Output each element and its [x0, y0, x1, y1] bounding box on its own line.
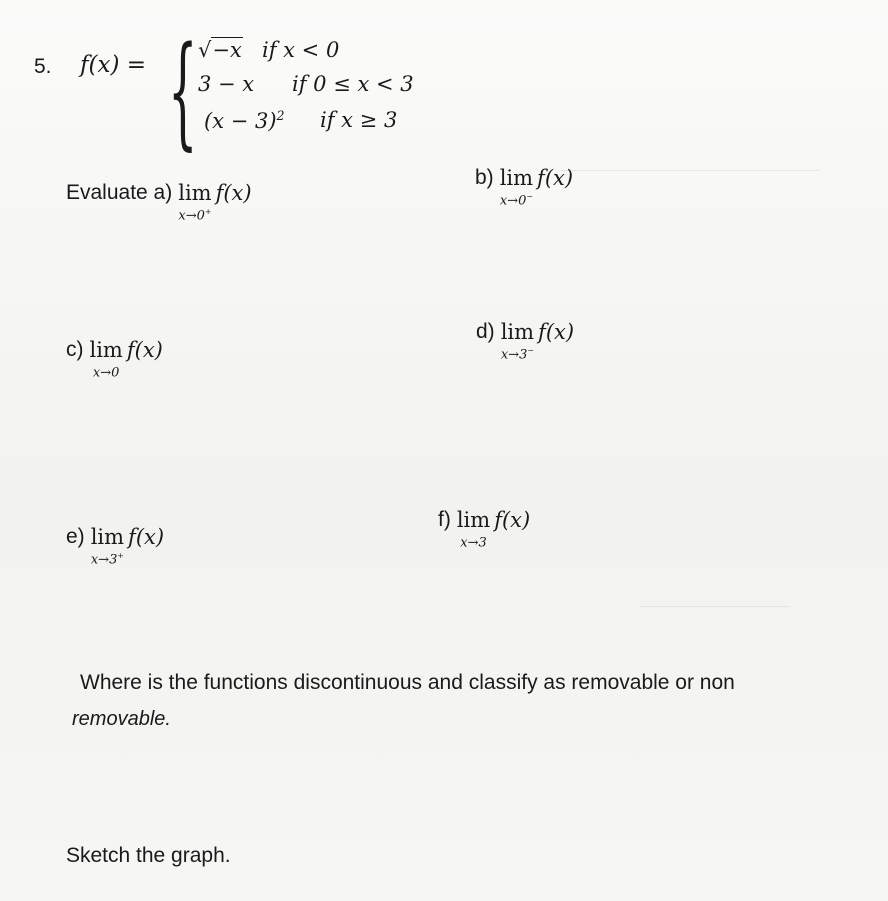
limit-function: f(x)	[215, 181, 252, 205]
lim-subscript: x→0	[92, 365, 120, 381]
discontinuity-question-continued: removable.	[72, 708, 171, 730]
limit-tag: b)	[475, 166, 494, 189]
limit-item-e	[66, 525, 164, 567]
lim-subscript: x→0−	[499, 192, 533, 209]
limit-item-d	[476, 320, 574, 362]
lim-subscript: x→3−	[500, 346, 534, 363]
limit-function: f(x)	[494, 508, 531, 532]
function-lhs: f(x) =	[80, 52, 147, 78]
limit-tag: c)	[66, 338, 84, 361]
limit-item-c	[66, 338, 163, 380]
bleed-through-marks	[560, 150, 820, 171]
lim-word: lim	[500, 320, 535, 344]
limit-item-a	[66, 181, 252, 223]
case-1-radicand: −x	[212, 38, 242, 62]
case-2-expression: 3 − x	[198, 72, 255, 96]
case-1-expression: √−x	[198, 38, 242, 62]
limit-tag: e)	[66, 525, 85, 548]
limit-operator	[500, 166, 533, 208]
limit-tag: d)	[476, 320, 495, 343]
case-2-condition: if 0 ≤ x < 3	[292, 72, 414, 96]
limit-operator	[90, 338, 123, 380]
problem-number: 5.	[34, 55, 52, 78]
case-3-base: (x − 3)	[204, 109, 277, 133]
piecewise-brace: {	[168, 20, 198, 162]
lim-subscript: x→3+	[90, 551, 124, 568]
lim-subscript: x→3	[460, 535, 487, 551]
case-3-condition: if x ≥ 3	[320, 108, 398, 132]
limit-function: f(x)	[128, 525, 165, 549]
case-3-expression	[204, 108, 285, 133]
limit-tag: f)	[438, 508, 451, 531]
limit-item-b	[475, 166, 573, 208]
case-3-exponent: 2	[276, 108, 285, 123]
limit-operator	[457, 508, 490, 550]
limit-tag: Evaluate a)	[66, 181, 173, 204]
bleed-through-marks	[640, 590, 790, 607]
limit-function: f(x)	[126, 338, 163, 362]
limit-operator	[501, 320, 534, 362]
sketch-prompt: Sketch the graph.	[66, 844, 231, 867]
lim-subscript: x→0+	[178, 207, 212, 224]
lim-word: lim	[90, 525, 125, 549]
lim-word: lim	[456, 508, 491, 532]
limit-item-f	[438, 508, 530, 550]
discontinuity-question: Where is the functions discontinuous and classify as removable or non	[80, 671, 735, 694]
lim-word: lim	[89, 338, 123, 362]
limit-function: f(x)	[538, 320, 575, 344]
lim-word: lim	[499, 166, 534, 190]
limit-operator	[178, 181, 211, 223]
case-1-condition: if x < 0	[262, 38, 340, 62]
lim-word: lim	[178, 181, 212, 205]
limit-operator	[91, 525, 124, 567]
limit-function: f(x)	[537, 166, 574, 190]
